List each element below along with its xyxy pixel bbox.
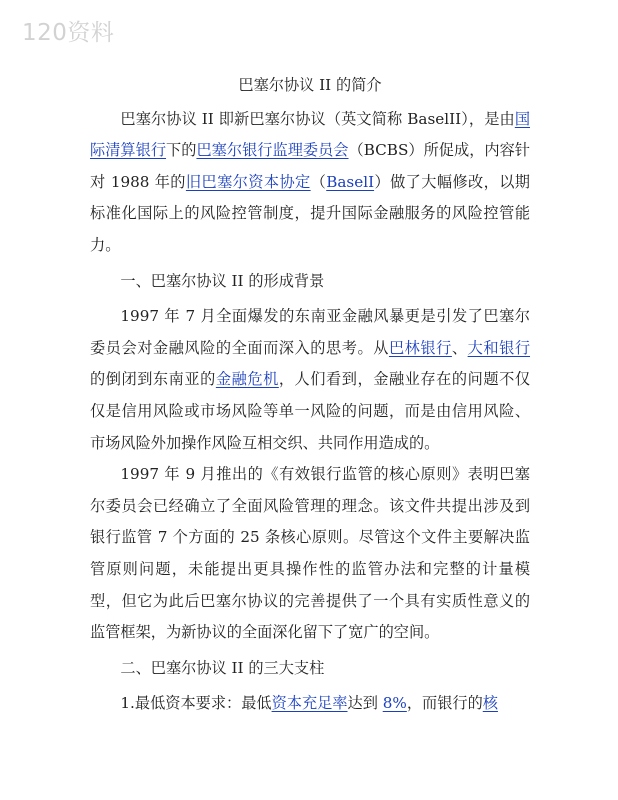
bg-text-1: 1997 年 7 月全面爆发的东南亚金融风暴更是引发了巴塞尔委员会对金融风险的全面而深入的思考。从: [90, 307, 530, 357]
section-heading-background: 一、巴塞尔协议 II 的形成背景: [120, 271, 325, 290]
link-bis[interactable]: 国际清算银行: [90, 109, 530, 160]
intro-text-2: 下的: [166, 141, 197, 160]
pillar-text-1: 1.最低资本要求：最低: [120, 694, 272, 713]
pillar-paragraph-1: [90, 688, 530, 720]
document-page: [90, 70, 530, 720]
section-heading-three-pillars: 二、巴塞尔协议 II 的三大支柱: [120, 658, 325, 677]
intro-paragraph: [90, 104, 530, 262]
link-daiwa-bank[interactable]: 大和银行: [467, 338, 531, 357]
link-bcbs[interactable]: 巴塞尔银行监理委员会: [196, 141, 349, 160]
intro-text-5: ）做了大幅修改，以期标准化国际上的风险控管制度，提升国际金融服务的风险控管能力。: [90, 172, 530, 254]
link-old-basel-accord[interactable]: 旧巴塞尔资本协定: [185, 172, 311, 191]
link-financial-crisis[interactable]: 金融危机: [215, 370, 279, 389]
pillar-text-2: 达到: [347, 694, 383, 713]
watermark: 120资料: [22, 20, 115, 46]
pillar-text-3: ，而银行的: [406, 694, 483, 713]
background-paragraph-2: 1997 年 9 月推出的《有效银行监管的核心原则》表明巴塞尔委员会已经确立了全面风险管理的理念。该文件共提出涉及到银行监管 7 个方面的 25 条核心原则。尽管这个文件主要解决监管原则问题，未能提出更具操作性的监管办法和完整的计量模型，但它为此后巴塞尔协议的完善提供了一个具有实质性意义的监管框架，为新协议的全面深化留下了宽广的空间。: [90, 465, 530, 642]
link-eight-percent[interactable]: 8%: [382, 694, 407, 713]
intro-text-4: （: [310, 172, 327, 191]
bg-text-3: 的倒闭到东南亚的: [90, 370, 216, 389]
document-title: 巴塞尔协议 II 的简介: [238, 76, 382, 94]
bg-text-4: ，人们看到，金融业存在的问题不仅仅是信用风险或市场风险等单一风险的问题，而是由信用风险、市场风险外加操作风险互相交织、共同作用造成的。: [90, 370, 531, 452]
bg-text-2: 、: [451, 338, 468, 357]
intro-text-3: （BCBS）所促成，内容针对 1988 年的: [90, 141, 530, 191]
link-basel-i[interactable]: BaselI: [326, 172, 375, 191]
link-barings-bank[interactable]: 巴林银行: [388, 338, 452, 357]
link-capital-adequacy-ratio[interactable]: 资本充足率: [271, 694, 348, 713]
intro-text-1: 巴塞尔协议 II 即新巴塞尔协议（英文简称 BaselII），是由: [120, 109, 515, 128]
background-paragraph-1: [90, 301, 530, 459]
link-core[interactable]: 核: [482, 694, 498, 713]
